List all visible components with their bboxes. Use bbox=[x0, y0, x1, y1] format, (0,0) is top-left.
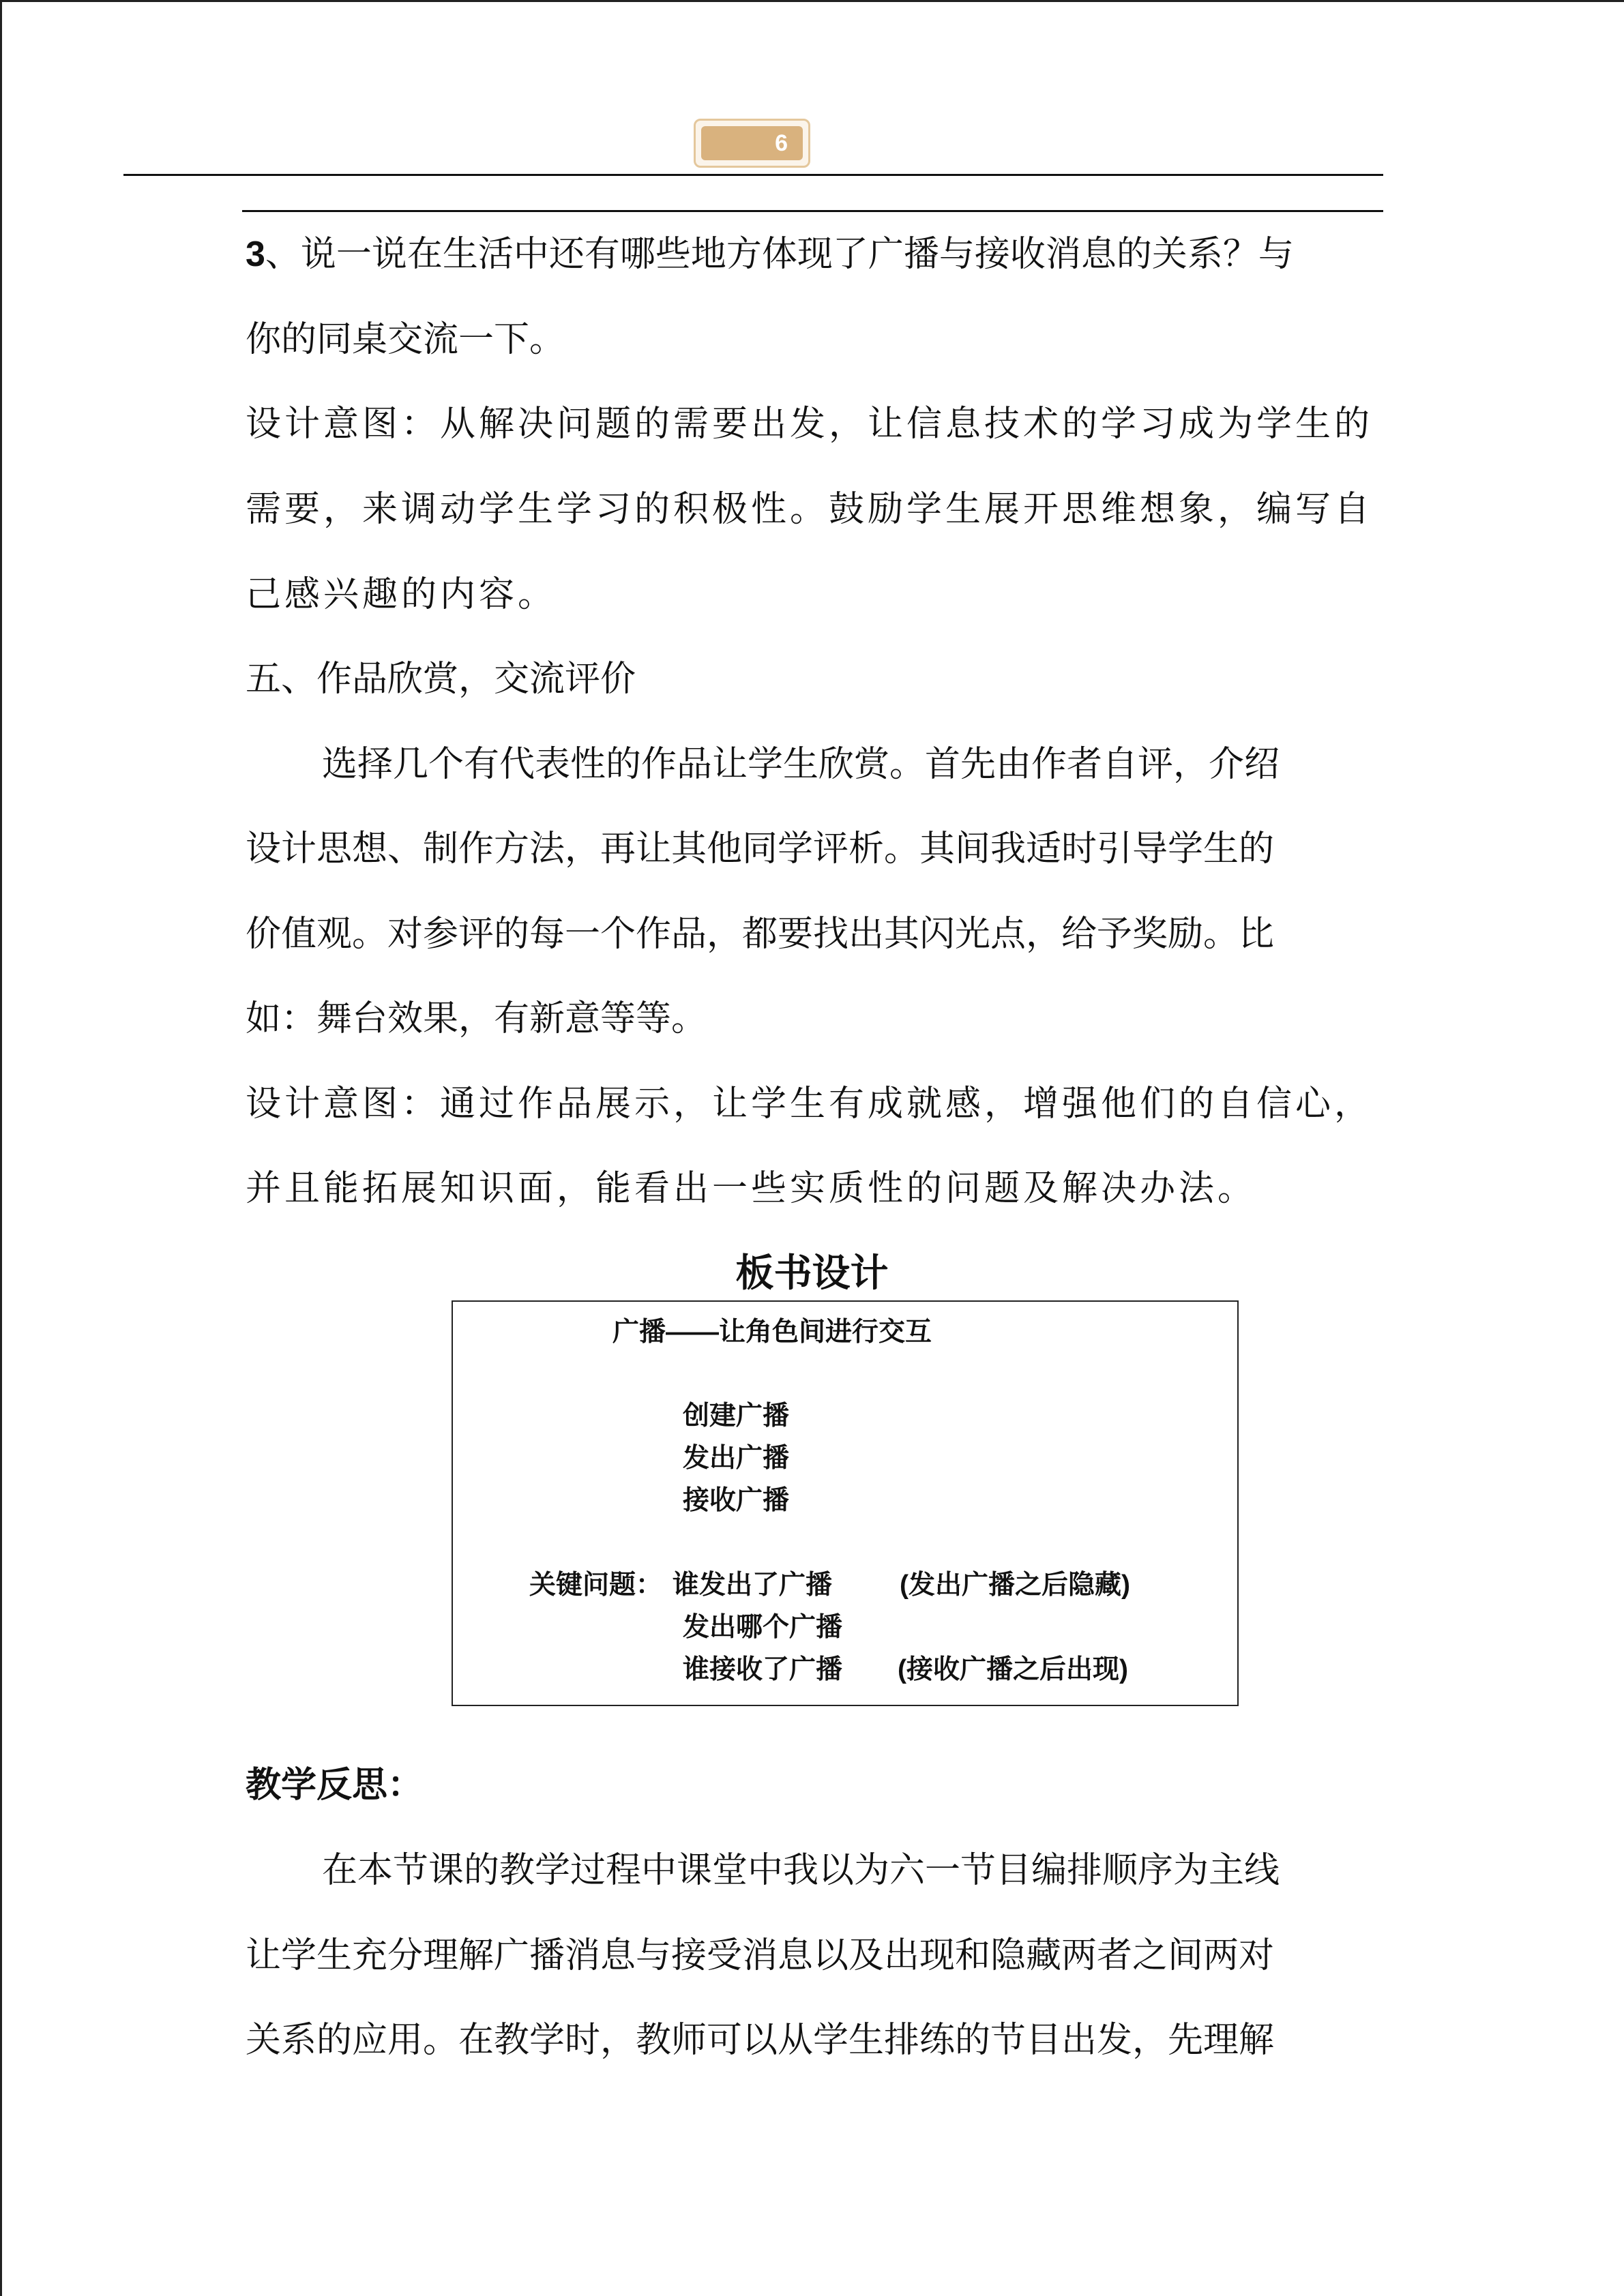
page-number-badge-fill bbox=[701, 126, 803, 160]
board-key-question-2: 发出哪个广播 bbox=[683, 1613, 843, 1642]
board-item-send: 发出广播 bbox=[683, 1444, 790, 1473]
question-3-line-1 bbox=[246, 234, 1294, 275]
design-intent-1-line-2: 需要，来调动学生学习的积极性。鼓励学生展开思维想象，编写自 bbox=[246, 489, 1374, 530]
page-number: 6 bbox=[775, 130, 788, 156]
section-5-paragraph-line-2: 设计思想、制作方法，再让其他同学评析。其间我适时引导学生的 bbox=[246, 829, 1275, 869]
board-key-question-1-note: (发出广播之后隐藏) bbox=[900, 1570, 1130, 1600]
header-rule bbox=[123, 174, 1383, 176]
reflection-line-1: 在本节课的教学过程中课堂中我以为六一节目编排顺序为主线 bbox=[322, 1850, 1280, 1891]
board-item-create: 创建广播 bbox=[683, 1401, 790, 1431]
reflection-line-2: 让学生充分理解广播消息与接受消息以及出现和隐藏两者之间两对 bbox=[246, 1935, 1275, 1976]
section-5-paragraph-line-4: 如：舞台效果，有新意等等。 bbox=[246, 998, 707, 1039]
design-intent-1-line-3: 己感兴趣的内容。 bbox=[246, 574, 557, 615]
section-5-paragraph-line-3: 价值观。对参评的每一个作品，都要找出其闪光点，给予奖励。比 bbox=[246, 914, 1275, 955]
board-key-label: 关键问题： bbox=[529, 1570, 663, 1600]
section-5-paragraph-line-1: 选择几个有代表性的作品让学生欣赏。首先由作者自评，介绍 bbox=[322, 744, 1280, 785]
board-design-box bbox=[452, 1300, 1239, 1706]
board-key-question-3: 谁接收了广播 bbox=[683, 1655, 843, 1684]
design-intent-1-line-1: 设计意图：从解决问题的需要出发，让信息技术的学习成为学生的 bbox=[246, 404, 1374, 445]
header-rule-inner bbox=[242, 210, 1383, 212]
page-frame-left bbox=[0, 0, 2, 2296]
reflection-line-3: 关系的应用。在教学时，教师可以从学生排练的节目出发，先理解 bbox=[246, 2020, 1275, 2061]
board-item-receive: 接收广播 bbox=[683, 1486, 790, 1515]
design-intent-2-line-1: 设计意图：通过作品展示，让学生有成就感，增强他们的自信心， bbox=[246, 1084, 1374, 1124]
board-key-question-3-note: (接收广播之后出现) bbox=[898, 1655, 1128, 1684]
design-intent-2-line-2: 并且能拓展知识面，能看出一些实质性的问题及解决办法。 bbox=[246, 1168, 1257, 1209]
question-3-line-2: 你的同桌交流一下。 bbox=[246, 319, 565, 360]
page-frame-top bbox=[0, 0, 1624, 2]
reflection-title: 教学反思： bbox=[246, 1764, 424, 1806]
page-number-badge bbox=[694, 119, 810, 168]
board-heading: 广播——让角色间进行交互 bbox=[612, 1317, 932, 1347]
section-5-heading: 五、作品欣赏，交流评价 bbox=[246, 659, 636, 700]
question-number: 3 bbox=[246, 235, 265, 274]
board-design-title: 板书设计 bbox=[735, 1251, 889, 1296]
question-3-text: 、说一说在生活中还有哪些地方体现了广播与接收消息的关系？与 bbox=[265, 234, 1294, 275]
board-key-question-1: 谁发出了广播 bbox=[673, 1570, 833, 1600]
